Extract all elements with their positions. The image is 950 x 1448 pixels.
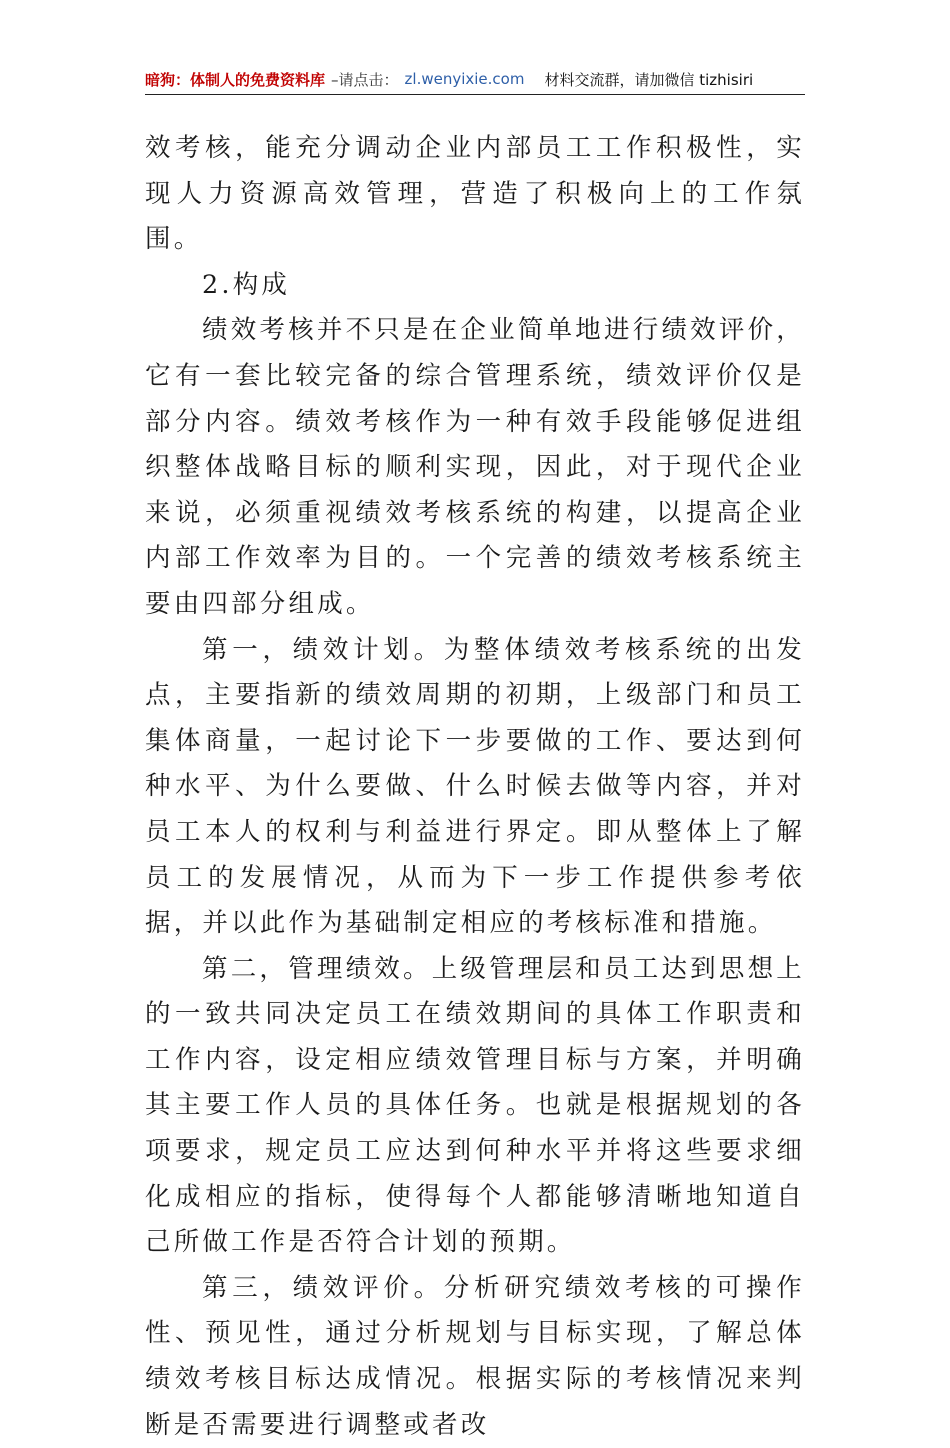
- paragraph: 第二，管理绩效。上级管理层和员工达到思想上的一致共同决定员工在绩效期间的具体工作职责和工作内容，设定相应绩效管理目标与方案，并明确其主要工作人员的具体任务。也就是根据规划的各项要求，规定员工应达到何种水平并将这些要求细化成相应的指标，使得每个人都能够清晰地知道自己所做工作是否符合计划的预期。: [145, 953, 805, 1258]
- header-divider: [145, 94, 805, 95]
- paragraph: 绩效考核并不只是在企业简单地进行绩效评价，它有一套比较完备的综合管理系统，绩效评价仅是部分内容。绩效考核作为一种有效手段能够促进组织整体战略目标的顺利实现，因此，对于现代企业来说，必须重视绩效考核系统的构建，以提高企业内部工作效率为目的。一个完善的绩效考核系统主要由四部分组成。: [145, 315, 805, 619]
- header-contact: 材料交流群，请加微信 tizhisiri: [544, 70, 754, 89]
- document-body: [145, 126, 805, 1448]
- page-header: [145, 66, 805, 92]
- paragraph: 第三，绩效评价。分析研究绩效考核的可操作性、预见性，通过分析规划与目标实现，了解总体绩效考核目标达成情况。根据实际的考核情况来判断是否需要进行调整或者改: [145, 1272, 805, 1440]
- header-url-link[interactable]: zl.wenyixie.com: [404, 70, 525, 88]
- paragraph-continuation: 效考核，能充分调动企业内部员工工作积极性，实现人力资源高效管理，营造了积极向上的工作氛围。: [145, 133, 805, 255]
- paragraph: 第一，绩效计划。为整体绩效考核系统的出发点，主要指新的绩效周期的初期，上级部门和员工集体商量，一起讨论下一步要做的工作、要达到何种水平、为什么要做、什么时候去做等内容，并对员工本人的权利与利益进行界定。即从整体上了解员工的发展情况，从而为下一步工作提供参考依据，并以此作为基础制定相应的考核标准和措施。: [145, 634, 805, 939]
- section-heading: 2.构成: [202, 269, 291, 300]
- header-prompt: –请点击：: [331, 70, 399, 89]
- header-brand: 暗狗：体制人的免费资料库: [145, 70, 326, 89]
